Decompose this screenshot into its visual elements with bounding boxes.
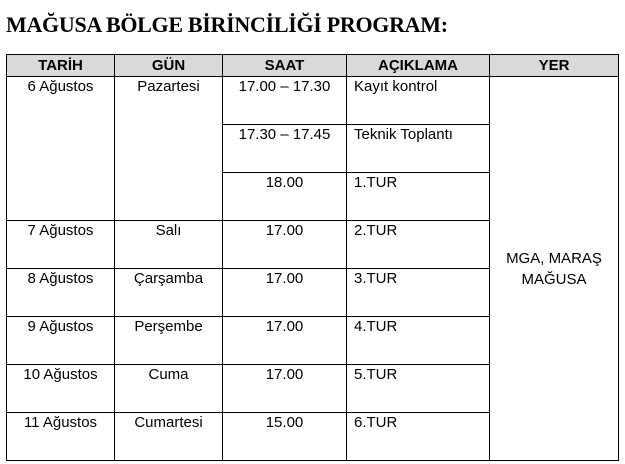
cell-aciklama: 4.TUR [347,317,490,365]
cell-aciklama: 3.TUR [347,269,490,317]
cell-aciklama: Kayıt kontrol [347,77,490,125]
cell-saat: 17.00 – 17.30 [223,77,347,125]
table-row [7,77,619,125]
cell-gun: Cuma [115,365,223,413]
cell-saat: 15.00 [223,413,347,461]
cell-saat: 17.00 [223,317,347,365]
cell-saat: 17.30 – 17.45 [223,125,347,173]
schedule-table [6,54,619,461]
cell-gun: Çarşamba [115,269,223,317]
cell-aciklama: 5.TUR [347,365,490,413]
cell-saat: 17.00 [223,365,347,413]
cell-tarih: 9 Ağustos [7,317,115,365]
cell-saat: 17.00 [223,269,347,317]
header-tarih: TARİH [7,55,115,77]
cell-aciklama: Teknik Toplantı [347,125,490,173]
header-yer: YER [490,55,619,77]
cell-tarih: 8 Ağustos [7,269,115,317]
cell-saat: 17.00 [223,221,347,269]
cell-tarih: 10 Ağustos [7,365,115,413]
cell-gun: Salı [115,221,223,269]
header-saat: SAAT [223,55,347,77]
yer-line-2: MAĞUSA [521,271,587,288]
cell-tarih: 7 Ağustos [7,221,115,269]
header-aciklama: AÇIKLAMA [347,55,490,77]
cell-gun: Perşembe [115,317,223,365]
cell-aciklama: 6.TUR [347,413,490,461]
page-title: MAĞUSA BÖLGE BİRİNCİLİĞİ PROGRAM: [6,12,448,37]
table-header-row [7,55,619,77]
cell-gun: Pazartesi [115,77,223,221]
cell-aciklama: 2.TUR [347,221,490,269]
cell-tarih: 11 Ağustos [7,413,115,461]
cell-tarih: 6 Ağustos [7,77,115,221]
header-gun: GÜN [115,55,223,77]
yer-line-1: MGA, MARAŞ [506,250,602,267]
cell-gun: Cumartesi [115,413,223,461]
cell-yer [490,77,619,461]
cell-aciklama: 1.TUR [347,173,490,221]
cell-saat: 18.00 [223,173,347,221]
